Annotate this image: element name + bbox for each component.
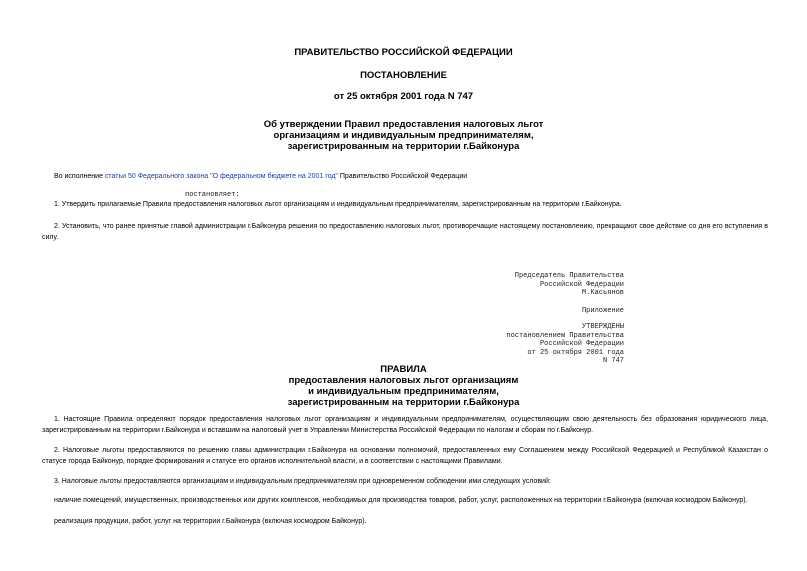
approval-line-1: УТВЕРЖДЕНЫ bbox=[581, 323, 624, 331]
document-title bbox=[0, 119, 807, 152]
item-2: 2. Установить, что ранее принятые главой администрации г.Байконура решения по предоставлению налоговых льгот, противоречащие настоящему постановлению, прекращают свое действие со дня его вступления в силу. bbox=[42, 223, 768, 241]
item-1: 1. Утвердить прилагаемые Правила предоставления налоговых льгот организациям и индивидуальным предпринимателям, зарегистрированным на территории г.Байконура. bbox=[54, 201, 622, 208]
rules-title-line-1: ПРАВИЛА bbox=[380, 364, 427, 375]
signature-line-2: Российской Федерации bbox=[539, 280, 624, 289]
preamble bbox=[54, 172, 774, 183]
rules-title bbox=[0, 364, 807, 408]
rules-title-line-4: зарегистрированным на территории г.Байконура bbox=[287, 397, 520, 408]
rule-2: 2. Налоговые льготы предоставляются по решению главы администрации г.Байконура на основании полномочий, предоставленных ему Соглашением между Российской Федерацией и Республикой Казахстан о статусе города Байконур, порядке формирования и статусе его органов исполнительной власти, и в соответствии с настоящими Правилами. bbox=[42, 447, 768, 465]
signature-line-3: М.Касьянов bbox=[581, 289, 624, 298]
signature-block bbox=[515, 272, 624, 298]
title-line-3: зарегистрированным на территории г.Байконура bbox=[287, 141, 520, 152]
rule-1: 1. Настоящие Правила определяют порядок предоставления налоговых льгот организациям и индивидуальным предпринимателям, осуществляющим свою деятельность без образования юридического лица, зарегистрированным на территории г.Байконура и вставшим на налоговый учет в Управлении Министерства Российской Федерации по налогам и сборам по г.Байконур. bbox=[42, 416, 768, 434]
signature-line-1: Председатель Правительства bbox=[514, 272, 624, 280]
appendix-label: Приложение bbox=[581, 307, 624, 315]
approval-line-5: N 747 bbox=[602, 357, 624, 366]
rules-title-line-2: предоставления налоговых льгот организациям bbox=[288, 375, 519, 386]
title-line-1: Об утверждении Правил предоставления налоговых льгот bbox=[263, 119, 544, 130]
rules-title-line-3: и индивидуальным предпринимателям, bbox=[308, 386, 499, 397]
approval-block bbox=[506, 323, 624, 366]
approval-line-2: постановлением Правительства bbox=[506, 331, 624, 340]
doc-type-heading: ПОСТАНОВЛЕНИЕ bbox=[360, 70, 447, 81]
approval-line-3: Российской Федерации bbox=[539, 340, 624, 349]
preamble-suffix: Правительство Российской Федерации bbox=[337, 173, 468, 180]
rule-3-condition-a: наличие помещений, имущественных, производственных или других комплексов, необходимых для производства товаров, работ, услуг, расположенных на территории г.Байконура (включая космодром Байконур). bbox=[54, 497, 748, 504]
rule-3: 3. Налоговые льготы предоставляются организациям и индивидуальным предпринимателям при одновременном соблюдении ими следующих условий: bbox=[54, 478, 551, 485]
law-article-link[interactable]: статьи 50 Федерального закона "О федеральном бюджете на 2001 год" bbox=[104, 173, 338, 180]
approval-line-4: от 25 октября 2001 года bbox=[527, 348, 624, 357]
decides-label: постановляет: bbox=[185, 191, 240, 199]
date-number-heading: от 25 октября 2001 года N 747 bbox=[333, 91, 474, 102]
title-line-2: организациям и индивидуальным предпринимателям, bbox=[273, 130, 534, 141]
rule-3-condition-b: реализация продукции, работ, услуг на территории г.Байконура (включая космодром Байконур). bbox=[54, 518, 367, 525]
preamble-prefix: Во исполнение bbox=[54, 173, 105, 180]
government-heading: ПРАВИТЕЛЬСТВО РОССИЙСКОЙ ФЕДЕРАЦИИ bbox=[294, 47, 513, 58]
